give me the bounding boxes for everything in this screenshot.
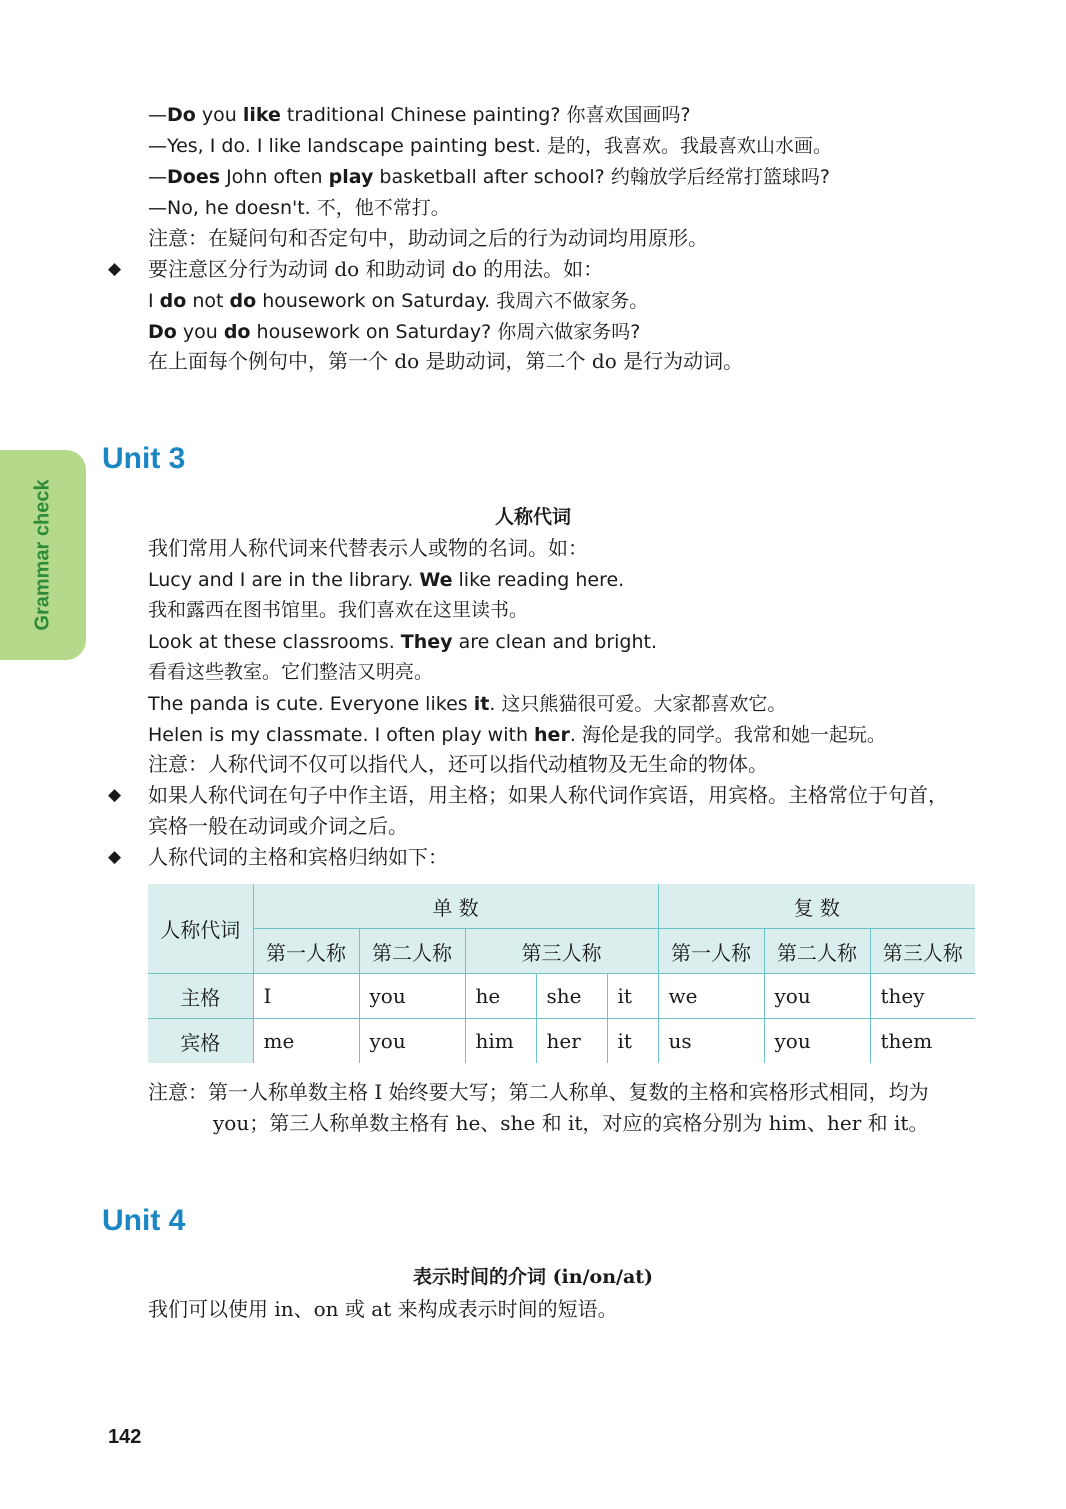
unit3-bullet1-line2: 宾格一般在动词或介词之后。 [148, 814, 408, 838]
unit3-example-2-en [148, 627, 657, 657]
text-segment: John often [220, 166, 329, 188]
table-cell: you [359, 974, 465, 1019]
chinese-translation: 约翰放学后经常打篮球吗? [604, 166, 830, 188]
text-segment: Look at these classrooms. [148, 631, 401, 653]
chinese-translation: 这只熊猫很可爱。大家都喜欢它。 [495, 693, 787, 715]
table-cell: us [658, 1019, 764, 1064]
table-note-line1: 注意：第一人称单数主格 I 始终要大写；第二人称单、复数的主格和宾格形式相同，均为 [148, 1080, 929, 1104]
text-segment: traditional Chinese painting? [280, 104, 561, 126]
text-segment: The panda is cute. Everyone likes [148, 693, 474, 715]
table-header-first-person: 第一人称 [658, 929, 764, 974]
bullet-icon: ◆ [108, 785, 122, 805]
table-cell: he [465, 974, 536, 1019]
text-segment: housework on Saturday? [250, 321, 492, 343]
pronoun-table [148, 884, 975, 1063]
unit3-intro: 我们常用人称代词来代替表示人或物的名词。如： [148, 536, 588, 560]
text-segment: Helen is my classmate. I often play with [148, 724, 535, 746]
text-segment: I [148, 290, 160, 312]
bold-word: do [159, 290, 187, 312]
example-line-2 [148, 317, 640, 347]
chinese-translation: 你周六做家务吗? [491, 321, 641, 343]
chinese-translation: 海伦是我的同学。我常和她一起玩。 [575, 724, 886, 746]
bold-word: do [223, 321, 251, 343]
text-segment: . [569, 724, 576, 746]
text-segment: — [148, 104, 167, 126]
bold-word: They [400, 631, 453, 653]
text-segment: . [489, 693, 496, 715]
chinese-translation: 你喜欢国画吗? [560, 104, 691, 126]
table-cell: them [870, 1019, 975, 1064]
bold-word: Do [167, 104, 196, 126]
unit3-note: 注意：人称代词不仅可以指代人，还可以指代动植物及无生命的物体。 [148, 752, 768, 776]
text-segment: —No, he doesn't. [148, 197, 311, 219]
table-cell: her [536, 1019, 607, 1064]
unit3-heading: 人称代词 [494, 506, 571, 528]
bold-word: We [419, 569, 453, 591]
table-header-second-person: 第二人称 [359, 929, 465, 974]
table-header-singular: 单 数 [253, 884, 658, 929]
text-segment: you [195, 104, 243, 126]
bullet-rule-do: 要注意区分行为动词 do 和助动词 do 的用法。如： [148, 257, 604, 281]
dialog-line-4 [148, 193, 450, 223]
table-cell: me [253, 1019, 359, 1064]
bold-word: like [242, 104, 281, 126]
table-header-third-person: 第三人称 [465, 929, 658, 974]
bold-word: play [328, 166, 374, 188]
text-segment: Lucy and I are in the library. [148, 569, 420, 591]
table-cell: they [870, 974, 975, 1019]
example-line-1 [148, 286, 648, 316]
bold-word: it [473, 693, 490, 715]
table-cell: we [658, 974, 764, 1019]
text-segment: are clean and bright. [452, 631, 658, 653]
chinese-translation: 不，他不常打。 [310, 197, 450, 219]
table-row-label: 主格 [148, 974, 253, 1019]
text-segment: —Yes, I do. I like landscape painting best. [148, 135, 541, 157]
bold-word: Does [167, 166, 221, 188]
dialog-line-3 [148, 162, 830, 192]
table-cell: you [359, 1019, 465, 1064]
table-cell: it [607, 974, 658, 1019]
text-segment: basketball after school? [373, 166, 605, 188]
unit3-example-3 [148, 689, 786, 719]
unit3-example-2-cn: 看看这些教室。它们整洁又明亮。 [148, 661, 434, 683]
text-segment: like reading here. [452, 569, 625, 591]
bold-word: her [534, 724, 570, 746]
table-header-third-person: 第三人称 [870, 929, 975, 974]
side-tab-label: Grammar check [31, 479, 54, 631]
chinese-translation: 是的，我喜欢。我最喜欢山水画。 [540, 135, 832, 157]
unit3-example-1-en [148, 565, 624, 595]
table-cell: you [764, 1019, 870, 1064]
dialog-line-2 [148, 131, 832, 161]
table-cell: she [536, 974, 607, 1019]
table-header-row [148, 884, 975, 929]
table-cell: it [607, 1019, 658, 1064]
table-row-label: 宾格 [148, 1019, 253, 1064]
note-auxiliary: 注意：在疑问句和否定句中，助动词之后的行为动词均用原形。 [148, 226, 708, 250]
text-segment: not [186, 290, 230, 312]
unit4-title: Unit 4 [102, 1204, 186, 1237]
unit4-intro: 我们可以使用 in、on 或 at 来构成表示时间的短语。 [148, 1297, 618, 1321]
table-cell: I [253, 974, 359, 1019]
text-segment: housework on Saturday. [256, 290, 491, 312]
summary-line: 在上面每个例句中，第一个 do 是助动词，第二个 do 是行为动词。 [148, 349, 744, 373]
table-note-line2: you；第三人称单数主格有 he、she 和 it，对应的宾格分别为 him、her 和 it。 [213, 1111, 929, 1135]
table-subheader-row [148, 929, 975, 974]
bold-word: do [229, 290, 257, 312]
dialog-line-1 [148, 100, 691, 130]
text-segment: — [148, 166, 167, 188]
table-cell: you [764, 974, 870, 1019]
table-cell: him [465, 1019, 536, 1064]
unit4-heading: 表示时间的介词 (in/on/at) [412, 1266, 654, 1288]
chinese-translation: 我周六不做家务。 [490, 290, 649, 312]
table-header-second-person: 第二人称 [764, 929, 870, 974]
page-number: 142 [108, 1426, 142, 1448]
text-segment: you [176, 321, 224, 343]
unit3-example-4 [148, 720, 886, 750]
unit3-bullet2: 人称代词的主格和宾格归纳如下： [148, 845, 448, 869]
bold-word: Do [148, 321, 177, 343]
unit3-bullet1-line1: 如果人称代词在句子中作主语，用主格；如果人称代词作宾语，用宾格。主格常位于句首， [148, 783, 948, 807]
side-tab [0, 450, 86, 660]
table-header-plural: 复 数 [658, 884, 975, 929]
bullet-icon: ◆ [108, 259, 122, 279]
table-row [148, 974, 975, 1019]
table-row [148, 1019, 975, 1064]
table-corner: 人称代词 [148, 884, 253, 974]
table-header-first-person: 第一人称 [253, 929, 359, 974]
unit3-title: Unit 3 [102, 442, 186, 475]
unit3-example-1-cn: 我和露西在图书馆里。我们喜欢在这里读书。 [148, 599, 529, 621]
bullet-icon: ◆ [108, 847, 122, 867]
